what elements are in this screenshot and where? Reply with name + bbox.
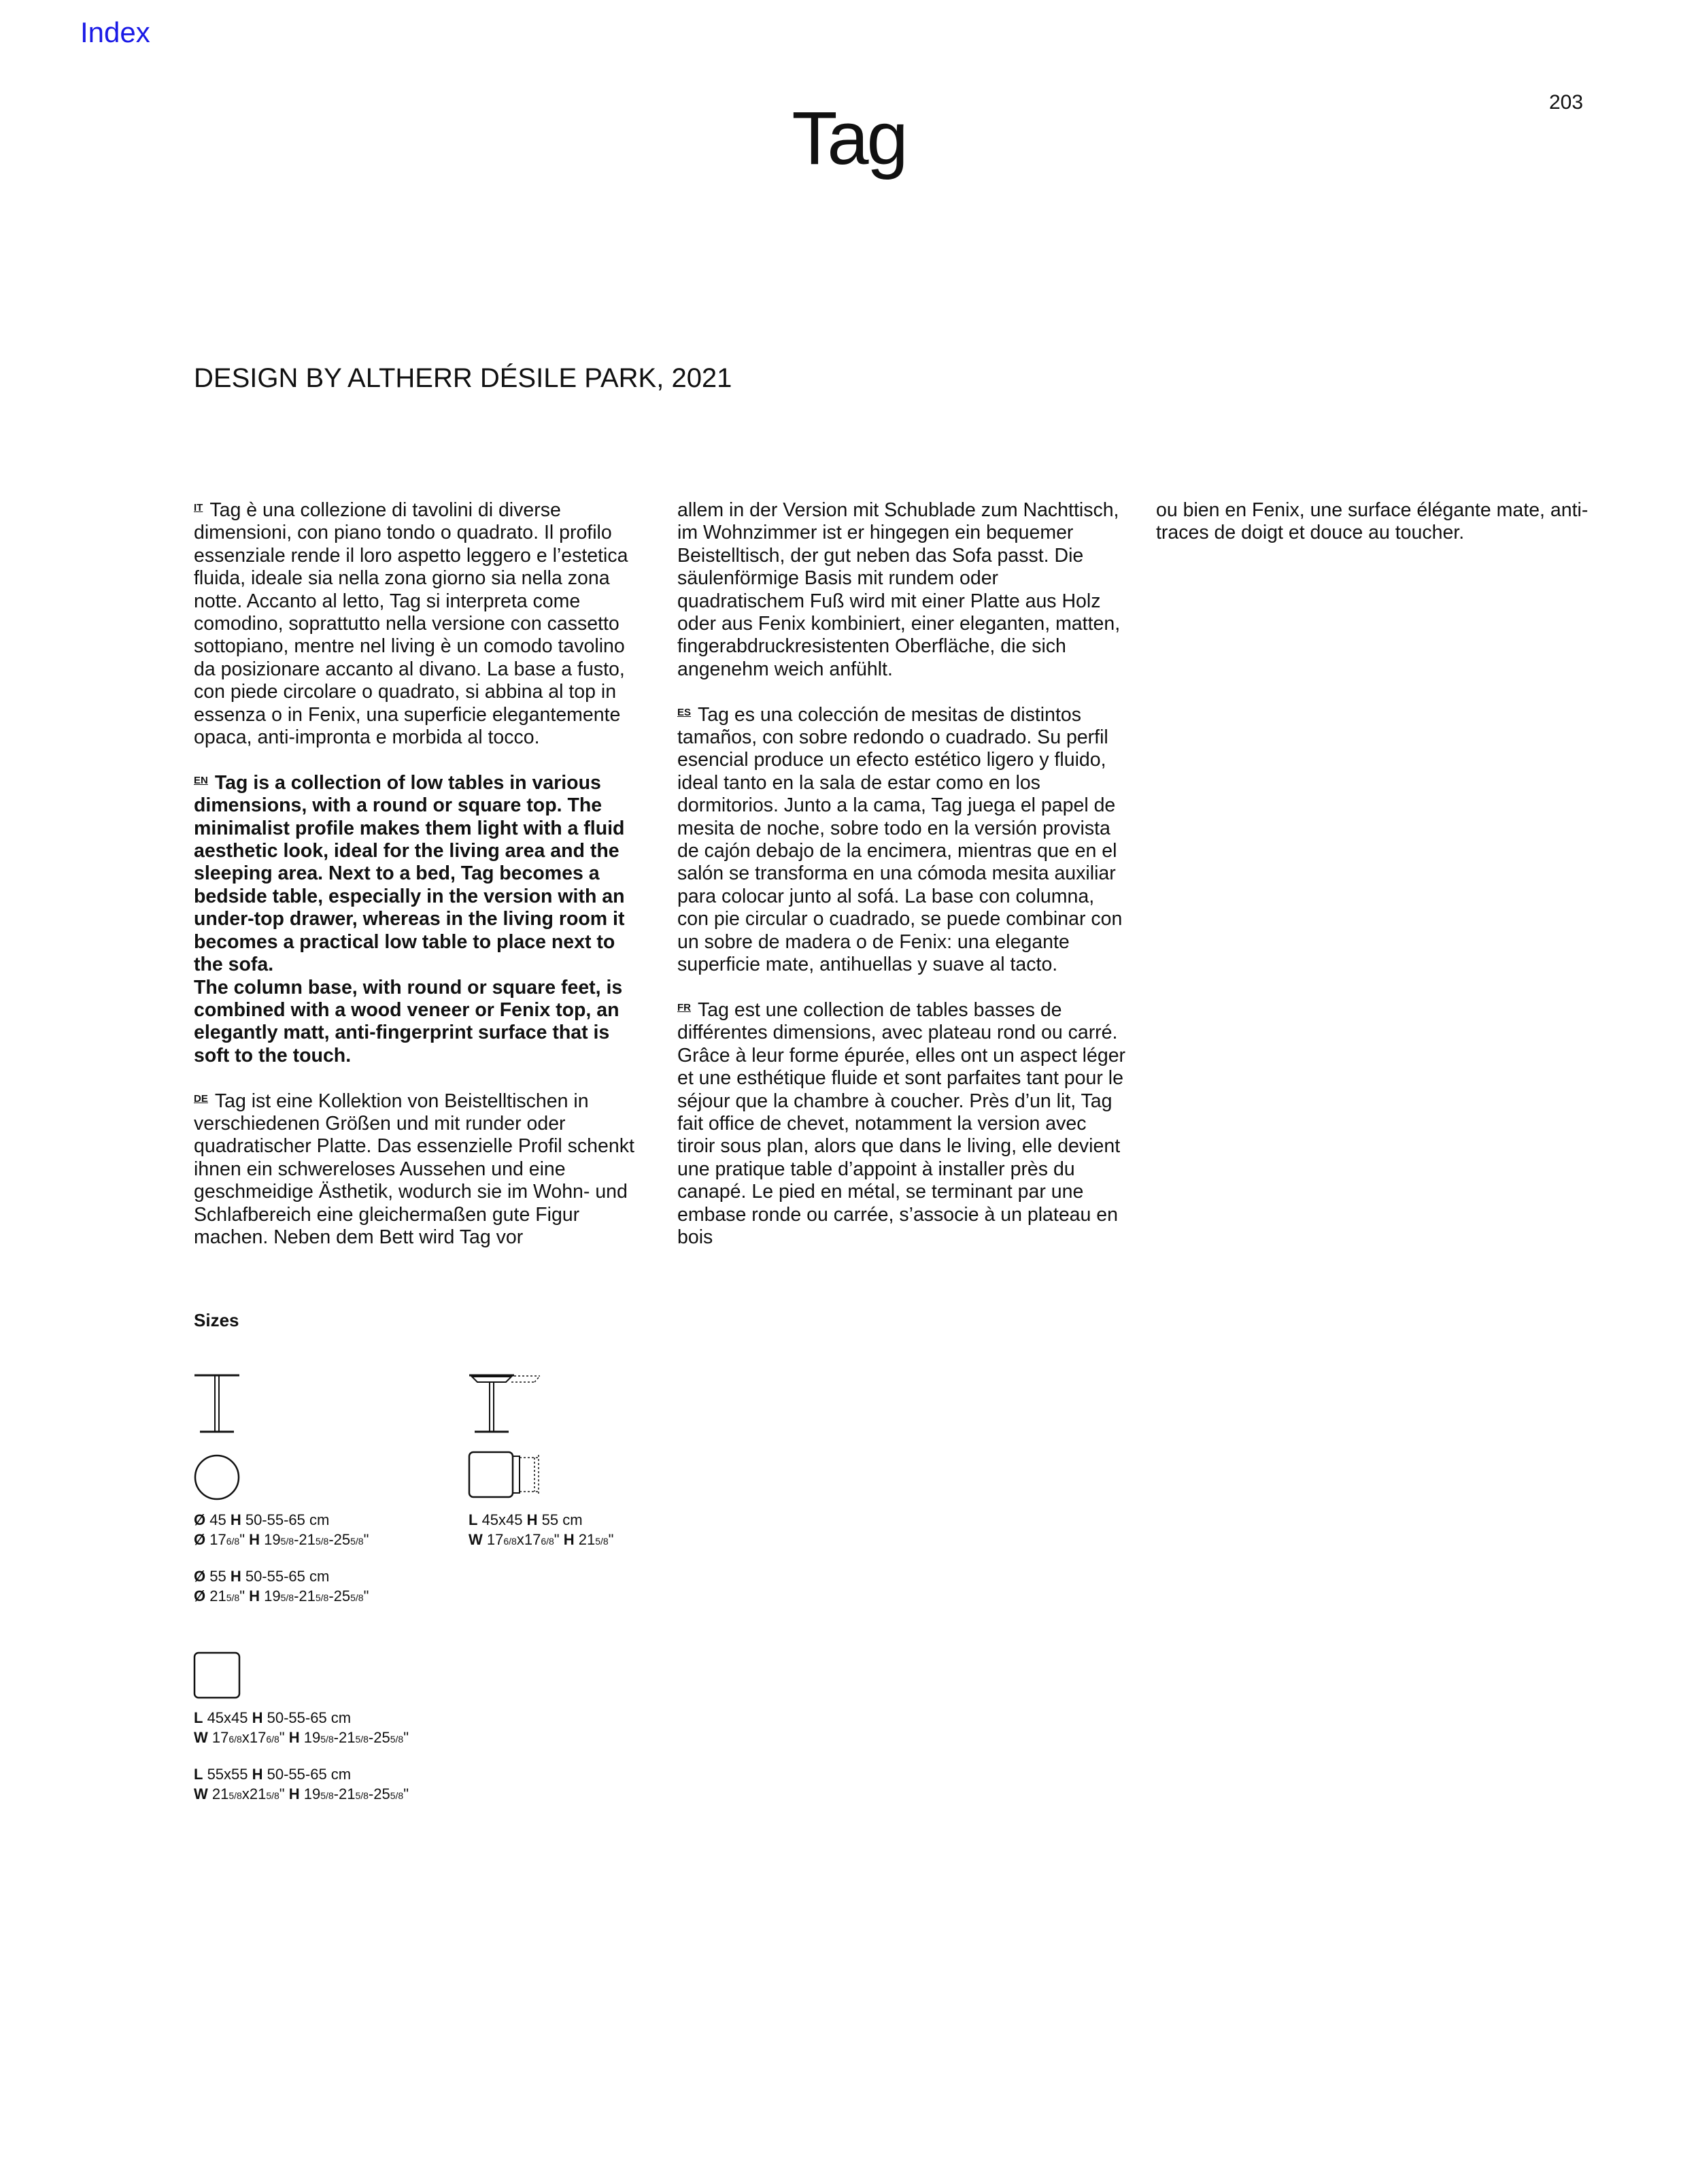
french-text-start: Tag est une collection de tables basses de différentes dimensions, avec plateau rond ou carré. Grâce à leur forme épurée, elles ont un aspect léger et une esthétique fluide et sont parfaites tant pour le séjour que la chambre à coucher. Près d’un lit, Tag fait office de chevet, notamment la version avec tiroir sous plan, alors que dans le living, elle devient une pratique table d’appoint à installer près du canapé. Le pied en métal, se terminant par une embase ronde ou carrée, s’associe à un plateau en bois: [677, 998, 1126, 1248]
square-top-plan-icon: [193, 1651, 241, 1699]
text-column-1: [194, 499, 643, 1272]
english-text-2: The column base, with round or square feet, is combined with a wood veneer or Fenix top, an elegantly matt, anti-fingerprint surface that is soft to the touch.: [194, 976, 623, 1066]
german-text-start: Tag ist eine Kollektion von Beistelltischen in verschiedenen Größen und mit runder oder quadratischer Platte. Das essenzielle Profil schenkt ihnen ein schwereloses Aussehen und eine geschmeidige Ästhetik, wodurch sie im Wohn- und Schlafbereich eine gleichermaßen gute Figur machen. Neben dem Bett wird Tag vor: [194, 1090, 634, 1248]
language-tag-it: IT: [194, 502, 203, 514]
english-paragraph: [194, 772, 643, 977]
french-paragraph-continued: [1156, 499, 1605, 545]
designer-credit: DESIGN BY ALTHERR DÉSILE PARK, 2021: [194, 363, 732, 393]
spec-imperial: W 176/8x176/8" H 195/8-215/8-255/8": [194, 1729, 409, 1746]
spec-metric: L 45x45 H 50-55-65 cm: [194, 1709, 352, 1726]
drawer-table-elevation-icon: [468, 1374, 543, 1435]
round-table-elevation-icon: [193, 1374, 241, 1435]
page-title: Tag: [792, 97, 906, 180]
spec-imperial: W 215/8x215/8" H 195/8-215/8-255/8": [194, 1785, 409, 1802]
spec-metric: Ø 45 H 50-55-65 cm: [194, 1511, 330, 1528]
drawer-top-plan-icon: [468, 1451, 543, 1502]
text-column-3: [1156, 499, 1605, 567]
size-spec-round-55: [194, 1566, 369, 1608]
italian-paragraph: [194, 499, 643, 749]
sizes-heading: Sizes: [194, 1310, 239, 1330]
spanish-paragraph: [677, 704, 1126, 977]
italian-text: Tag è una collezione di tavolini di diverse dimensioni, con piano tondo o quadrato. Il profilo essenziale rende il loro aspetto leggero e l’estetica fluida, ideale sia nella zona giorno sia nella zona notte. Accanto al letto, Tag si interpreta come comodino, soprattutto nella versione con cassetto sottopiano, mentre nel living è un comodo tavolino da posizionare accanto al divano. La base a fusto, con piede circolare o quadrato, si abbina al top in essenza o in Fenix, una superficie elegantemente opaca, anti-impronta e morbida al tocco.: [194, 499, 628, 749]
size-spec-square-45: [194, 1708, 409, 1749]
spec-imperial: W 176/8x176/8" H 215/8": [469, 1531, 614, 1548]
spec-imperial: Ø 176/8" H 195/8-215/8-255/8": [194, 1531, 369, 1548]
language-tag-fr: FR: [677, 1001, 691, 1013]
spec-metric: Ø 55 H 50-55-65 cm: [194, 1568, 330, 1585]
spanish-text: Tag es una colección de mesitas de distintos tamaños, con sobre redondo o cuadrado. Su perfil esencial produce un efecto estético ligero y fluido, ideal tanto en la sala de estar como en los dormitorios. Junto a la cama, Tag juega el papel de mesita de noche, sobre todo en la versión provista de cajón debajo de la encimera, mientras que en el salón se transforma en una cómoda mesita auxiliar para colocar junto al sofá. La base con columna, con pie circular o cuadrado, se puede combinar con un sobre de madera o de Fenix: una elegante superficie mate, antihuellas y suave al tacto.: [677, 703, 1123, 976]
spec-metric: L 55x55 H 50-55-65 cm: [194, 1766, 352, 1783]
french-paragraph: [677, 999, 1126, 1249]
english-paragraph-2: [194, 977, 643, 1068]
round-top-plan-icon: [193, 1454, 241, 1501]
german-text-end: allem in der Version mit Schublade zum Nachttisch, im Wohnzimmer ist er hingegen ein bequemer Beistelltisch, der gut neben das Sofa passt. Die säulenförmige Basis mit rundem oder quadratischem Fuß wird mit einer Platte aus Holz oder aus Fenix kombiniert, einer eleganten, matten, fingerabdruckresistenten Oberfläche, die sich angenehm weich anfühlt.: [677, 499, 1121, 680]
language-tag-en: EN: [194, 774, 208, 786]
german-paragraph-continued: [677, 499, 1126, 681]
index-link[interactable]: Index: [80, 16, 150, 48]
french-text-end: ou bien en Fenix, une surface élégante mate, anti-traces de doigt et douce au toucher.: [1156, 499, 1589, 544]
size-spec-round-45: [194, 1510, 369, 1551]
language-tag-es: ES: [677, 706, 692, 718]
page-number: 203: [1549, 91, 1584, 114]
spec-metric: L 45x45 H 55 cm: [469, 1511, 583, 1528]
english-text-1: Tag is a collection of low tables in various dimensions, with a round or square top. The minimalist profile makes them light with a fluid aesthetic look, ideal for the living area and the sleeping area. Next to a bed, Tag becomes a bedside table, especially in the version with an under-top drawer, whereas in the living room it becomes a practical low table to place next to the sofa.: [194, 771, 625, 976]
german-paragraph: [194, 1090, 643, 1249]
text-column-2: [677, 499, 1126, 1272]
size-spec-square-55: [194, 1764, 409, 1806]
size-spec-drawer-45: [469, 1510, 613, 1551]
language-tag-de: DE: [194, 1092, 208, 1105]
spec-imperial: Ø 215/8" H 195/8-215/8-255/8": [194, 1587, 369, 1605]
